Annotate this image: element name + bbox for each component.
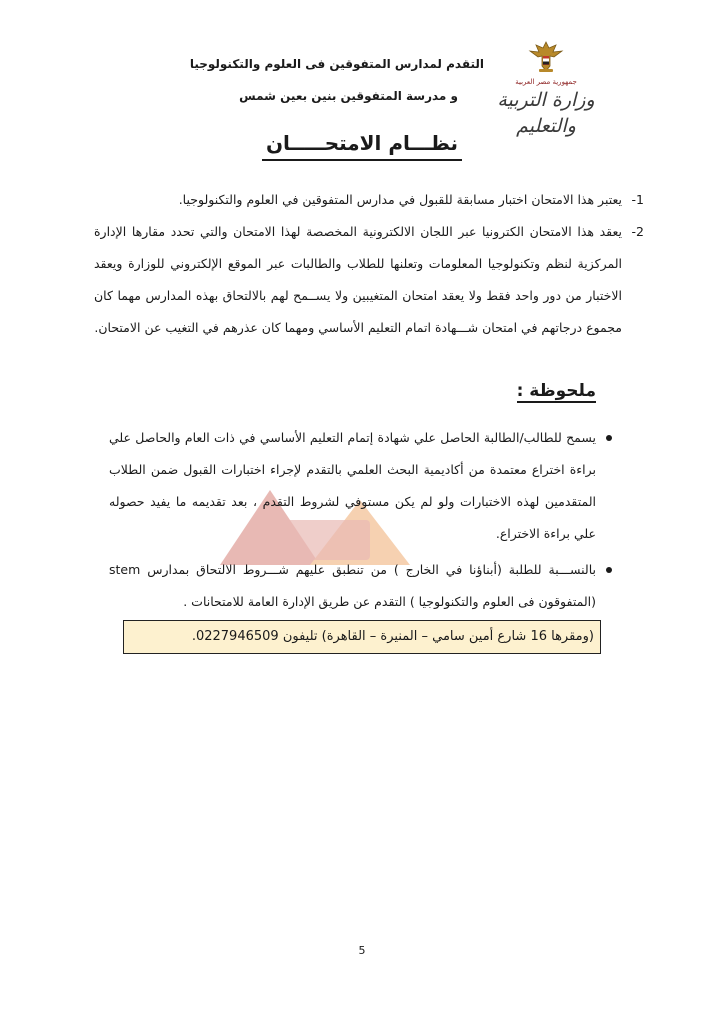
page-title-text: نظـــام الامتحـــــان [262, 128, 462, 161]
bullet-text: بالنســـبة للطلبة (أبناؤنا في الخارج ) من تنطبق عليهم شـــروط الالتحاق بمدارس stem (المتفوقون فى العلوم والتكنولوجيا ) التقدم عن طريق الإدارة العامة للامتحانات . [109, 562, 596, 609]
bullet-icon [606, 435, 612, 441]
note-bullets [109, 422, 596, 622]
bullet-icon [606, 567, 612, 573]
address-box: (ومقرها 16 شارع أمين سامي – المنيرة – القاهرة) تليفون 0227946509. [123, 620, 601, 654]
rule-number: -1 [631, 192, 644, 207]
note-heading-text: ملحوظة : [516, 381, 596, 401]
list-item [109, 422, 596, 550]
rule-number: -2 [631, 224, 644, 239]
eagle-emblem-icon [526, 40, 566, 74]
ministry-logo [496, 40, 596, 137]
header-line-1: التقدم لمدارس المتفوقين فى العلوم والتكنولوجيا [189, 57, 484, 71]
rule-item [94, 216, 644, 344]
rule-item [94, 184, 644, 216]
republic-label: جمهورية مصر العربية [515, 78, 577, 86]
bullet-text: يسمح للطالب/الطالبة الحاصل علي شهادة إتمام التعليم الأساسي في ذات العام والحاصل علي براءة اختراع معتمدة من أكاديمية البحث العلمي بالتقدم لإجراء اختبارات القبول ضمن الطلاب المتقدمين لهذه الاختبارات ولو لم يكن مستوفي لشروط التقدم ، بعد تقديمه ما يفيد حصوله علي براءة الاختراع. [109, 430, 596, 541]
ministry-logo-text: وزارة التربية والتعليم [497, 89, 595, 137]
document-header [184, 48, 484, 112]
rule-text: يعقد هذا الامتحان الكترونيا عبر اللجان الالكترونية المخصصة لهذا الامتحان والتي تحدد مقارها الإدارة المركزية لنظم وتكنولوجيا المعلومات وتعلنها للطلاب والطالبات عبر الموقع الإلكتروني للوزارة ويعقد الاختبار من دور واحد فقط ولا يعقد امتحان المتغيبين ولا يســمح لهم بالالتحاق بهذه المدارس مهما كان مجموع درجاتهم في امتحان شـــهادة اتمام التعليم الأساسي ومهما كان عذرهم في التغيب عن الامتحان. [94, 224, 622, 335]
page-title [0, 128, 724, 161]
header-line-2: و مدرسة المتفوقين بنين بعين شمس [239, 89, 458, 103]
note-heading [517, 378, 596, 404]
rules-list [94, 184, 644, 344]
list-item [109, 554, 596, 618]
rule-text: يعتبر هذا الامتحان اختبار مسابقة للقبول في مدارس المتفوقين في العلوم والتكنولوجيا. [178, 192, 622, 207]
page-number: 5 [358, 944, 366, 957]
